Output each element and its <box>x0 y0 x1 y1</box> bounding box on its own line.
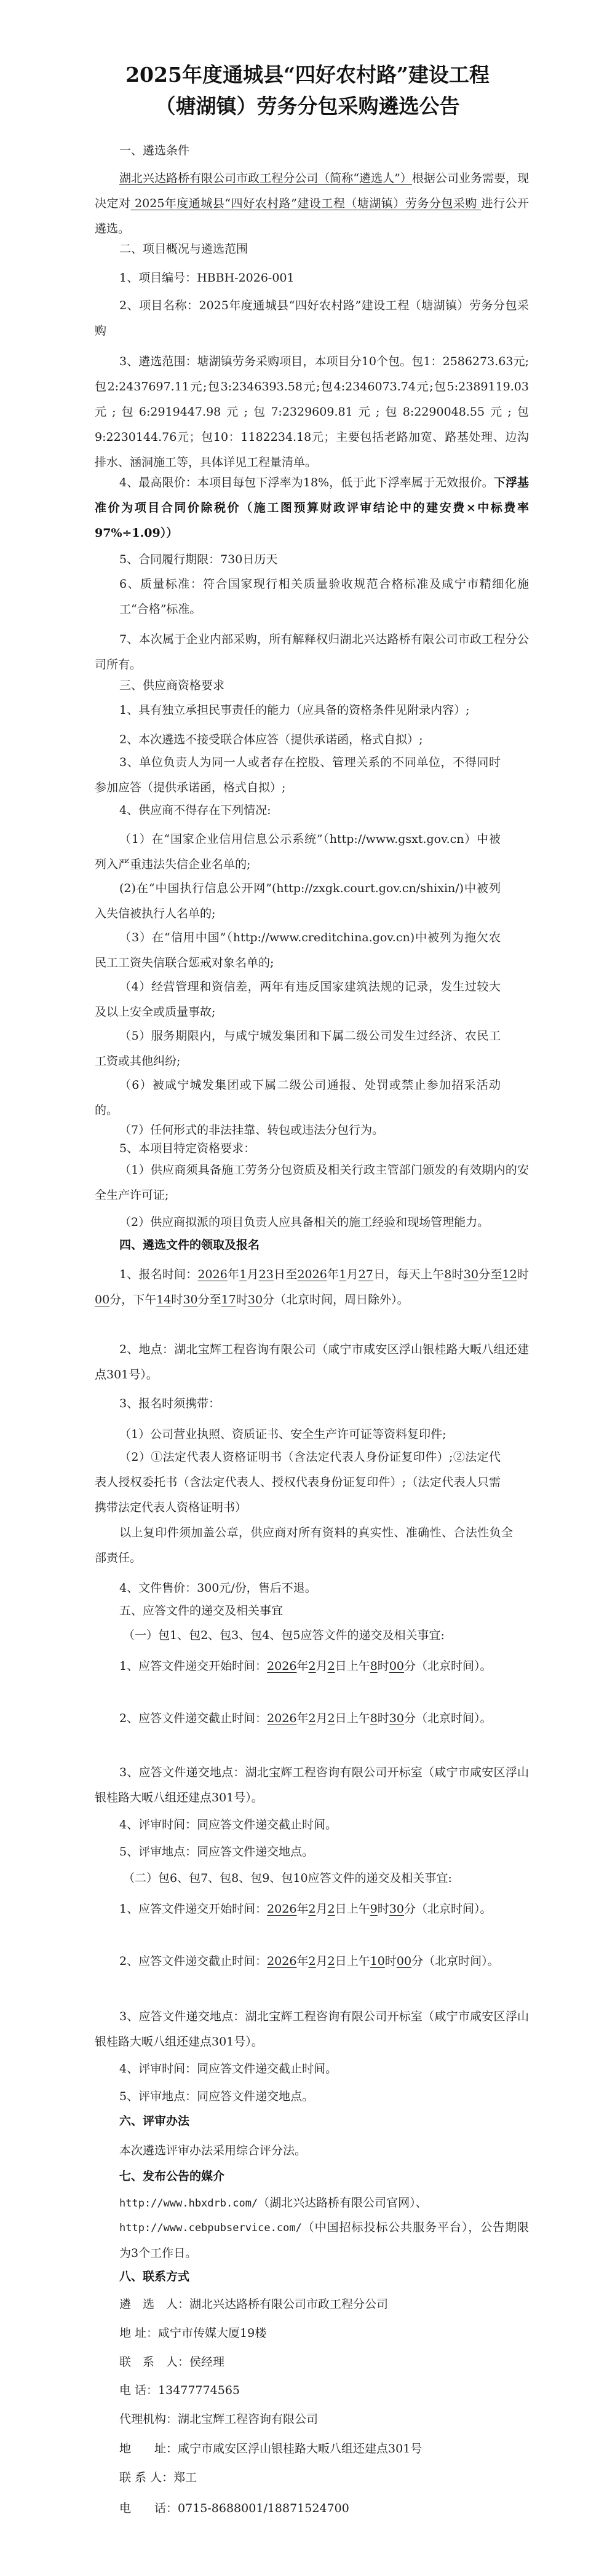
reg-end-year: 2026 <box>297 1268 327 1281</box>
project-name-underlined: 2025年度通城县“四好农村路”建设工程（塘湖镇）劳务分包采购 <box>130 197 482 210</box>
pm-start-minute: 30 <box>183 1293 198 1306</box>
document-price: 4、文件售价：300元/份，售后不退。 <box>119 1581 317 1595</box>
unit: 上午 <box>346 1902 370 1916</box>
unit: （北京时间）。 <box>416 1712 492 1725</box>
price-limit <box>95 470 529 546</box>
unit: 分 <box>478 1268 491 1281</box>
label: 联 系 人： <box>119 2355 190 2369</box>
unit: 时 <box>377 1902 389 1916</box>
contact-buyer-person <box>119 2350 529 2375</box>
g1-end-year: 2026 <box>267 1712 297 1725</box>
label: 电 话： <box>119 2502 178 2515</box>
cebpubservice-link[interactable]: http://www.cebpubservice.com/ <box>119 2222 302 2234</box>
g2-start-hour: 9 <box>370 1902 378 1916</box>
media-2 <box>119 2215 529 2266</box>
group-1-review-time: 4、评审时间：同应答文件递交截止时间。 <box>119 1818 338 1831</box>
specific-qualification-2: （2）供应商拟派的项目负责人应具备相关的施工经验和现场管理能力。 <box>119 1215 490 1229</box>
g2-start-month: 2 <box>308 1902 316 1916</box>
exclusion-7: （7）任何形式的非法挂靠、转包或违法分包行为。 <box>119 1123 384 1137</box>
exclusion-5: （5）服务期限内，与咸宁城发集团和下属二级公司发生过经济、农民工工资或其他纠纷; <box>95 1029 501 1068</box>
label: 电 话： <box>119 2384 159 2397</box>
value: 咸宁市咸安区浮山银桂路大畈八组还建点301号 <box>178 2442 423 2455</box>
g2-end-hour: 10 <box>370 1954 385 1968</box>
pm-start-hour: 14 <box>156 1293 172 1306</box>
unit: 年 <box>227 1268 240 1281</box>
exclusion-3: （3）在“信用中国”（http://www.creditchina.gov.cn)中被列为拖欠农民工工资失信联合惩戒对象名单的; <box>95 931 501 970</box>
group-1-heading: （一）包1、包2、包3、包4、包5应答文件的递交及相关事宜: <box>123 1629 445 1642</box>
unit: 时 <box>384 1954 397 1968</box>
am-start-minute: 30 <box>463 1268 478 1281</box>
g2-end-day: 2 <box>327 1954 335 1968</box>
value: 13477774565 <box>158 2384 240 2397</box>
reg-start-day: 23 <box>258 1268 274 1281</box>
group-2-review-place: 5、评审地点：同应答文件递交地点。 <box>119 2090 314 2103</box>
label: 联 系 人： <box>119 2471 174 2484</box>
value: 0715-8688001/18871524700 <box>178 2502 349 2515</box>
g2-end-year: 2026 <box>267 1954 297 1968</box>
price-limit-text: 4、最高限价：本项目每包下浮率为18%，低于此下浮率属于无效报价。 <box>119 476 494 489</box>
label: 2、应答文件递交截止时间： <box>119 1712 268 1725</box>
unit: 上午 <box>346 1712 370 1725</box>
section-heading-8: 八、联系方式 <box>119 2270 190 2283</box>
registration-materials: 3、报名时须携带： <box>119 1397 221 1410</box>
unit: 年 <box>296 1712 309 1725</box>
unit: 日 <box>335 1902 347 1916</box>
unit: 分 <box>404 1902 416 1916</box>
contact-buyer-name <box>119 2292 529 2317</box>
contact-agent-person <box>119 2465 529 2491</box>
unit: 日 <box>273 1268 286 1281</box>
value: 湖北兴达路桥有限公司市政工程分公司 <box>189 2297 389 2311</box>
group-2-end-time <box>95 1949 529 1974</box>
unit: 分 <box>197 1293 210 1306</box>
label: 1、应答文件递交开始时间： <box>119 1659 268 1673</box>
g2-end-minute: 00 <box>396 1954 412 1968</box>
unit: 分 <box>263 1293 275 1306</box>
g1-end-month: 2 <box>308 1712 316 1725</box>
qualification-1: 1、具有独立承担民事责任的能力（应具备的资格条件见附录内容）; <box>119 703 470 717</box>
label: 1、报名时间： <box>119 1268 198 1281</box>
unit: 上午 <box>346 1659 370 1673</box>
unit: 下午 <box>133 1293 157 1306</box>
buyer-name-underlined: 湖北兴达路桥有限公司市政工程分公司（简称“遴选人”） <box>119 172 412 185</box>
project-name: 2、项目名称：2025年度通城县“四好农村路”建设工程（塘湖镇）劳务分包采购 <box>95 299 529 338</box>
section-heading-3: 三、供应商资格要求 <box>119 679 225 692</box>
project-number: 1、项目编号：HBBH-2026-001 <box>119 271 295 285</box>
contact-agent-phone <box>119 2496 529 2521</box>
quality-standard: 6、质量标准：符合国家现行相关质量验收规范合格标准及咸宁市精细化施工“合格”标准。 <box>119 577 529 616</box>
unit: 分 <box>404 1659 416 1673</box>
value: 湖北宝辉工程咨询有限公司 <box>178 2412 319 2426</box>
paragraph-text: 根据公司业务需要，现决定对 <box>95 172 529 210</box>
unit: （北京时间）。 <box>416 1902 492 1916</box>
g1-start-year: 2026 <box>267 1659 297 1673</box>
group-1-end-time <box>95 1706 529 1731</box>
unit: 时 <box>451 1268 464 1281</box>
unit: ， <box>385 1268 397 1281</box>
reg-start-month: 1 <box>239 1268 247 1281</box>
link-description: （湖北兴达路桥有限公司官网）、 <box>258 2196 427 2210</box>
unit: 分 <box>411 1954 424 1968</box>
pm-end-hour: 17 <box>221 1293 236 1306</box>
section-1-paragraph <box>95 166 529 242</box>
interpretation-rights: 7、本次属于企业内部采购，所有解释权归湖北兴达路桥有限公司市政工程分公司所有。 <box>95 633 529 671</box>
label: 代理机构： <box>119 2412 178 2426</box>
value: 咸宁市传媒大厦19楼 <box>158 2326 267 2340</box>
label: 遴 选 人： <box>119 2297 190 2311</box>
group-1-start-time <box>95 1654 529 1679</box>
label: 地 址： <box>119 2326 159 2340</box>
paragraph-text: 进行公开遴选。 <box>95 197 529 235</box>
qualification-2: 2、本次遴选不接受联合体应答（提供承诺函，格式自拟）; <box>119 733 423 746</box>
g2-start-minute: 30 <box>389 1902 404 1916</box>
pm-end-minute: 30 <box>247 1293 263 1306</box>
g1-end-minute: 30 <box>389 1712 404 1725</box>
materials-1: （1）公司营业执照、资质证书、安全生产许可证等资料复印件; <box>119 1428 446 1441</box>
g1-end-hour: 8 <box>370 1712 378 1725</box>
unit: 时 <box>236 1293 248 1306</box>
unit: 至 <box>285 1268 298 1281</box>
am-end-hour: 12 <box>502 1268 517 1281</box>
link-description: （中国招标投标公共服务平台），公告期限为3个工作日。 <box>119 2221 529 2260</box>
value: 郑工 <box>173 2471 197 2484</box>
unit: 月 <box>315 1659 328 1673</box>
unit: 分 <box>109 1293 122 1306</box>
registration-time <box>95 1262 529 1313</box>
group-2-place: 3、应答文件递交地点：湖北宝辉工程咨询有限公司开标室（咸宁市咸安区浮山银桂路大畈八组还建点301号）。 <box>95 2010 529 2049</box>
unit: 时 <box>377 1712 389 1725</box>
section-heading-6: 六、评审办法 <box>119 2114 190 2128</box>
am-end-minute: 00 <box>95 1293 110 1306</box>
g1-start-minute: 00 <box>389 1659 404 1673</box>
unit: 至 <box>490 1268 502 1281</box>
contract-period: 5、合同履行期限：730日历天 <box>119 553 278 566</box>
qualification-4: 4、供应商不得存在下列情况: <box>119 804 271 817</box>
unit: 年 <box>296 1954 309 1968</box>
label: 1、应答文件递交开始时间： <box>119 1902 268 1916</box>
reg-end-day: 27 <box>358 1268 373 1281</box>
document-title-line-2: （塘湖镇）劳务分包采购遴选公告 <box>155 94 460 118</box>
am-start-hour: 8 <box>444 1268 452 1281</box>
unit: （北京时间）。 <box>416 1659 492 1673</box>
materials-2: （2）①法定代表人资格证明书（含法定代表人身份证复印件）;②法定代表人授权委托书（含法定代表人、授权代表身份证复印件）;（法定代表人只需携带法定代表人资格证明书） <box>95 1450 501 1514</box>
exclusion-1: （1）在“国家企业信用信息公示系统”（http://www.gsxt.gov.cn）中被列入严重违法失信企业名单的; <box>95 832 501 871</box>
unit: 上午 <box>346 1954 370 1968</box>
selection-scope: 3、遴选范围：塘湖镇劳务采购项目，本项目分10个包。包1：2586273.63元;包2:2437697.11元;包3:2346393.58元;包4:2346073.74元;包5:2389119.03元;包6:2919447.98元;包7:2329609.81元;包8:2290048.55元;包9:2230144.76元；包10：1182234.18元；主要包括老路加宽、路基处理、边沟排水、涵洞施工等，具体详见工程量清单。 <box>95 355 529 469</box>
unit: 年 <box>296 1902 309 1916</box>
unit: 时 <box>517 1268 529 1281</box>
unit: 日 <box>373 1268 386 1281</box>
group-2-start-time <box>95 1897 529 1922</box>
media-1 <box>119 2191 529 2216</box>
contact-buyer-phone <box>119 2378 529 2403</box>
qualification-3: 3、单位负责人为同一人或者存在控股、管理关系的不同单位，不得同时参加应答（提供承诺函，格式自拟）; <box>95 756 501 794</box>
contact-buyer-address <box>119 2321 529 2346</box>
price-limit-basis-bold: 下浮基准价为项目合同价除税价（施工图预算财政评审结论中的建安费×中标费率97%÷1.09）） <box>95 476 529 540</box>
unit: 时 <box>377 1659 389 1673</box>
unit: 日 <box>335 1954 347 1968</box>
unit: 日 <box>335 1659 347 1673</box>
g1-start-month: 2 <box>308 1659 316 1673</box>
g2-end-month: 2 <box>308 1954 316 1968</box>
unit: 年 <box>296 1659 309 1673</box>
unit: 月 <box>315 1902 328 1916</box>
group-2-heading: （二）包6、包7、包8、包9、包10应答文件的递交及相关事宜: <box>123 1871 452 1885</box>
specific-qualifications: 5、本项目特定资格要求： <box>119 1142 256 1155</box>
contact-agent-address <box>119 2436 529 2462</box>
unit: 月 <box>346 1268 359 1281</box>
materials-note: 以上复印件须加盖公章，供应商对所有资料的真实性、准确性、合法性负全部责任。 <box>95 1526 513 1565</box>
unit: （北京时间，周日除外）。 <box>274 1293 409 1306</box>
unit: 时 <box>171 1293 183 1306</box>
value: 侯经理 <box>189 2355 225 2369</box>
unit: 每天上午 <box>397 1268 445 1281</box>
group-1-place: 3、应答文件递交地点：湖北宝辉工程咨询有限公司开标室（咸宁市咸安区浮山银桂路大畈八组还建点301号）。 <box>95 1766 529 1804</box>
g1-start-hour: 8 <box>370 1659 378 1673</box>
unit: 分 <box>404 1712 416 1725</box>
registration-place: 2、地点：湖北宝辉工程咨询有限公司（咸宁市咸安区浮山银桂路大畈八组还建点301号）。 <box>95 1343 529 1381</box>
label: 地 址： <box>119 2442 178 2455</box>
exclusion-6: （6）被咸宁城发集团或下属二级公司通报、处罚或禁止参加招采活动的。 <box>95 1078 501 1117</box>
exclusion-2: (2)在“中国执行信息公开网”(http://zxgk.court.gov.cn/shixin/)中被列入失信被执行人名单的; <box>95 882 501 920</box>
section-heading-1: 一、遴选条件 <box>119 144 190 157</box>
unit: 至 <box>209 1293 221 1306</box>
exclusion-4: （4）经营管理和资信差，两年有违反国家建筑法规的记录，发生过较大及以上安全或质量事故; <box>95 980 501 1019</box>
specific-qualification-1: （1）供应商须具备施工劳务分包资质及相关行政主管部门颁发的有效期内的安全生产许可证; <box>95 1163 529 1202</box>
group-1-review-place: 5、评审地点：同应答文件递交地点。 <box>119 1845 314 1859</box>
official-site-link[interactable]: http://www.hbxdrb.com/ <box>119 2197 258 2210</box>
section-heading-4: 四、遴选文件的领取及报名 <box>119 1238 260 1252</box>
g2-start-day: 2 <box>327 1902 335 1916</box>
unit: 日 <box>335 1712 347 1725</box>
unit: 月 <box>247 1268 259 1281</box>
g1-end-day: 2 <box>327 1712 335 1725</box>
evaluation-method: 本次遴选评审办法采用综合评分法。 <box>119 2144 307 2157</box>
unit: 年 <box>327 1268 339 1281</box>
unit: 月 <box>315 1954 328 1968</box>
reg-start-year: 2026 <box>197 1268 228 1281</box>
document-title-line-1: 2025年度通城县“四好农村路”建设工程 <box>125 63 490 87</box>
label: 2、应答文件递交截止时间： <box>119 1954 268 1968</box>
unit: ， <box>121 1293 133 1306</box>
section-heading-2: 二、项目概况与遴选范围 <box>119 242 248 256</box>
section-heading-7: 七、发布公告的媒介 <box>119 2170 225 2183</box>
unit: （北京时间）。 <box>423 1954 499 1968</box>
g2-start-year: 2026 <box>267 1902 297 1916</box>
reg-end-month: 1 <box>339 1268 347 1281</box>
contact-agent-name <box>119 2407 529 2432</box>
section-heading-5: 五、应答文件的递交及相关事宜 <box>119 1604 284 1618</box>
group-2-review-time: 4、评审时间：同应答文件递交截止时间。 <box>119 2062 338 2076</box>
g1-start-day: 2 <box>327 1659 335 1673</box>
unit: 月 <box>315 1712 328 1725</box>
